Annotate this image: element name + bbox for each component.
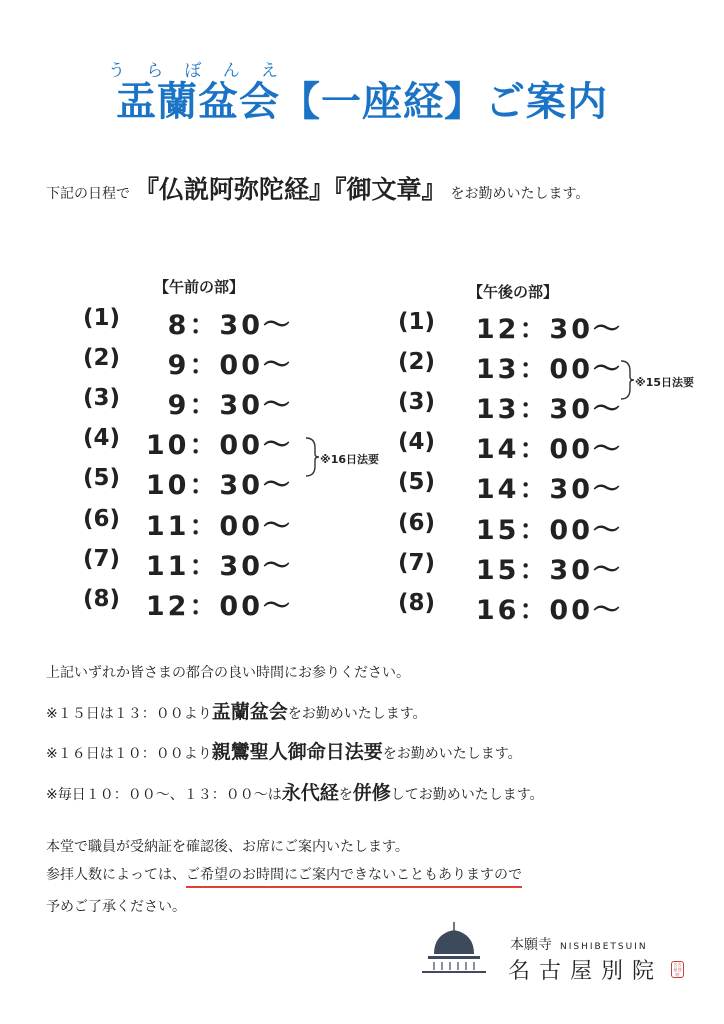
intro-line (46, 170, 589, 206)
slot-time: 10：30～ (145, 470, 293, 501)
note-line-3 (46, 737, 522, 764)
slot-time: 9：00～ (167, 350, 293, 381)
note-text: ※毎日１０：００～、１３：００～は (46, 787, 282, 803)
slot-time: 14：00～ (475, 434, 623, 465)
ruby-char: う (108, 61, 125, 81)
slot-time: 8：30～ (167, 310, 293, 341)
note-text: してお勤めいたします。 (390, 787, 544, 803)
slot-time: 13：00～ (475, 354, 623, 385)
slot-time: 10：00～ (145, 430, 293, 461)
note-text: ※１６日は１０：００より (46, 746, 212, 762)
footer-line-3: 予めご了承ください。 (46, 899, 186, 915)
footer-line-1: 本堂で職員が受納証を確認後、お席にご案内いたします。 (46, 839, 409, 855)
note-line-4 (46, 778, 544, 805)
note-line-1: 上記いずれか皆さまの都合の良い時間にお参りください。 (46, 665, 410, 681)
slot-time: 12：00～ (145, 591, 293, 622)
slot-time: 9：30～ (167, 390, 293, 421)
logo-temple: 本願寺 (510, 937, 552, 953)
slot-time: 15：30～ (475, 555, 623, 586)
note-emphasis: 併修 (352, 782, 391, 804)
slot-number: (5) (398, 469, 436, 495)
slot-number: (7) (398, 550, 436, 576)
temple-dome-icon (420, 920, 500, 980)
ruby-char: ぼ (184, 61, 202, 81)
footer-text: 参拝人数によっては、 (46, 867, 186, 883)
slot-number: (8) (83, 586, 121, 612)
logo-name: 名古屋別院 (508, 959, 664, 984)
footer-line-2 (46, 864, 522, 884)
note-emphasis: 親鸞聖人御命日法要 (211, 741, 383, 763)
morning-heading: 【午前の部】 (154, 278, 245, 296)
slot-time: 16：00～ (475, 595, 623, 626)
slot-time: 13：30～ (475, 394, 623, 425)
slot-number: (5) (83, 465, 121, 491)
temple-logo (420, 920, 690, 990)
service-note: ※15日法要 (635, 376, 695, 389)
logo-subtitle (510, 934, 648, 954)
slot-time: 15：00～ (475, 515, 623, 546)
slot-number: (6) (83, 506, 121, 532)
slot-number: (2) (83, 345, 121, 371)
service-note: ※16日法要 (320, 453, 380, 466)
ruby-char: ら (146, 61, 164, 81)
slot-number: (8) (398, 590, 436, 616)
slot-number: (4) (398, 429, 436, 455)
slot-number: (3) (83, 385, 121, 411)
slot-time: 11：30～ (145, 551, 293, 582)
slot-number: (4) (83, 425, 121, 451)
note-emphasis: 盂蘭盆会 (211, 701, 288, 723)
ruby-char: え (261, 61, 278, 81)
slot-number: (7) (83, 546, 121, 572)
seal-stamp-icon: 名古屋別院 (671, 961, 684, 978)
slot-number: (3) (398, 389, 436, 415)
underlined-warning: ご希望のお時間にご案内できないこともありますので (186, 867, 522, 888)
note-text: をお勤めいたします。 (382, 746, 522, 762)
intro-prefix: 下記の日程で (46, 186, 130, 202)
note-text: ※１５日は１３：００より (46, 706, 212, 722)
page-title: 盂蘭盆会【一座経】ご案内 (116, 79, 608, 125)
slot-time: 11：00～ (145, 511, 293, 542)
slot-number: (1) (83, 305, 121, 331)
logo-roman: NISHIBETSUIN (560, 942, 648, 952)
slot-time: 12：30～ (475, 314, 623, 345)
sutra-names: 『仏説阿弥陀経』『御文章』 (134, 175, 447, 204)
slot-number: (1) (398, 309, 436, 335)
note-line-2 (46, 697, 427, 724)
slot-number: (2) (398, 349, 436, 375)
slot-time: 14：30～ (475, 474, 623, 505)
ruby-char: ん (222, 61, 240, 81)
note-text: を (338, 787, 353, 803)
note-text: をお勤めいたします。 (287, 706, 427, 722)
afternoon-heading: 【午後の部】 (468, 283, 559, 301)
slot-number: (6) (398, 510, 436, 536)
intro-suffix: をお勤めいたします。 (450, 186, 590, 202)
note-emphasis: 永代経 (281, 782, 339, 804)
